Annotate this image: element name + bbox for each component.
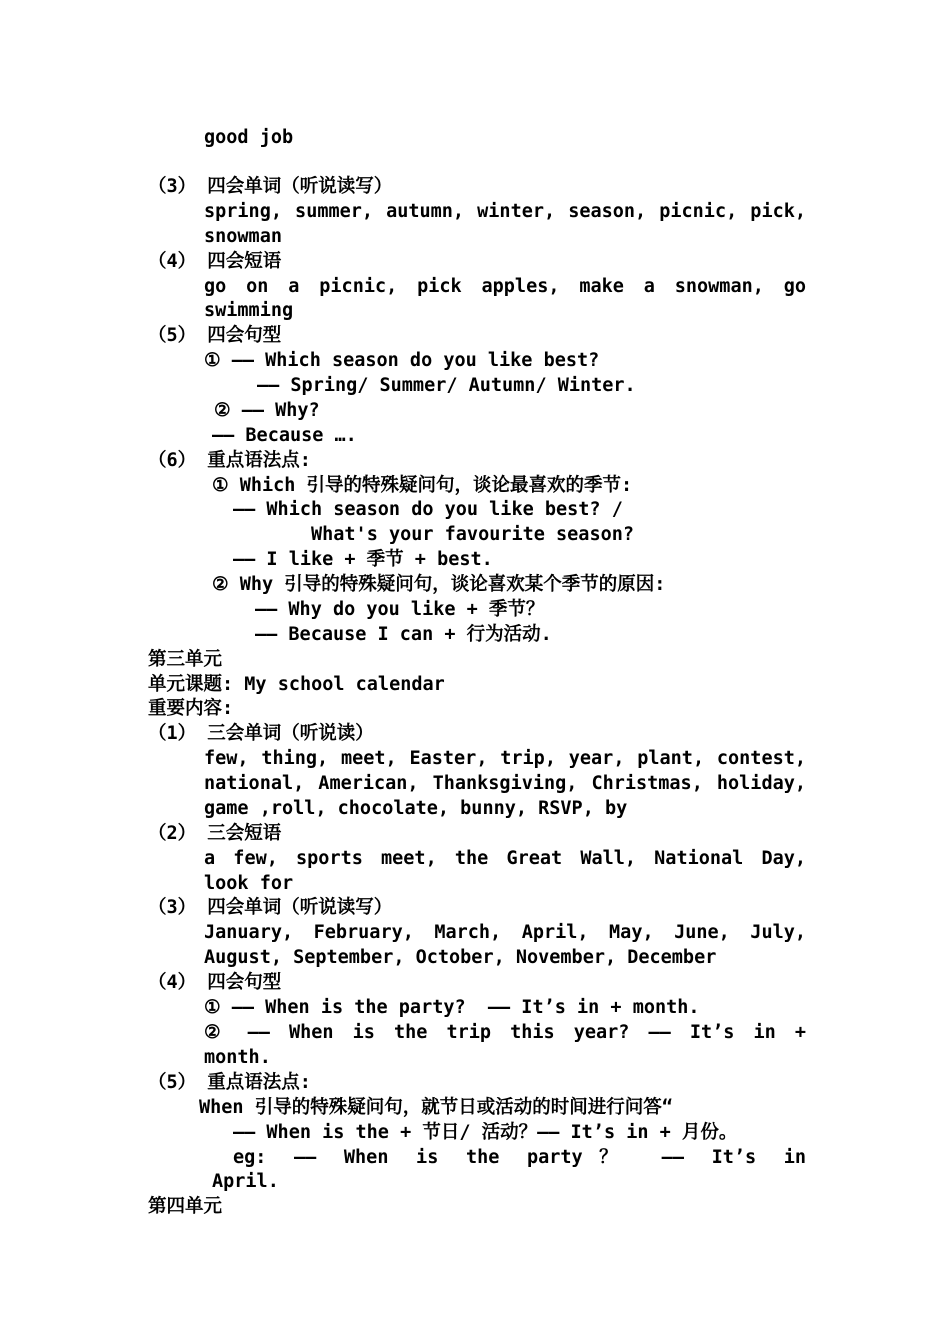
vocabulary-line: national, American, Thanksgiving, Christmas, holiday, [204,773,806,794]
section-heading: （1） 三会单词（听说读） [148,723,374,744]
vocabulary-line: January, February, March, April, May, June, July, [204,922,806,943]
sentence-line: —— Because …. [212,425,357,446]
section-heading: （4） 四会短语 [148,251,282,272]
example-line: April. [212,1171,279,1192]
unit-topic: 单元课题: My school calendar [148,674,445,695]
grammar-line: —— Which season do you like best? / [233,499,623,520]
unit-heading: 第四单元 [148,1196,223,1217]
vocabulary-line: August, September, October, November, December [204,947,717,968]
vocabulary-line: snowman [204,226,282,247]
grammar-line: —— When is the + 节日/ 活动？—— It’s in + 月份。 [233,1122,738,1143]
phrase-line: look for [204,873,294,894]
phrase-line: go on a picnic, pick apples, make a snowman, go [204,276,806,297]
sentence-line: month. [204,1047,271,1068]
section-heading: （4） 四会句型 [148,972,282,993]
sentence-line: —— Spring/ Summer/ Autumn/ Winter. [257,375,636,396]
vocabulary-line: game ,roll, chocolate, bunny, RSVP, by [204,798,628,819]
grammar-line: ② Why 引导的特殊疑问句，谈论喜欢某个季节的原因: [212,574,666,595]
grammar-line: ① Which 引导的特殊疑问句，谈论最喜欢的季节: [212,475,633,496]
grammar-line: —— Because I can + 行为活动. [255,624,552,645]
phrase-line: a few, sports meet, the Great Wall, National Day, [204,848,806,869]
sentence-line: ① —— When is the party? —— It’s in + month. [204,997,700,1018]
sentence-line: ② —— When is the trip this year? —— It’s in + [204,1022,806,1043]
example-line: eg: —— When is the party？ —— It’s in [233,1147,806,1168]
sentence-line: ② —— Why? [214,400,320,421]
sentence-line: ① —— Which season do you like best? [204,350,600,371]
phrase-line: swimming [204,300,294,321]
section-heading: （3） 四会单词（听说读写） [148,897,393,918]
section-heading: （3） 四会单词（听说读写） [148,176,393,197]
content-heading: 重要内容: [148,698,234,719]
grammar-line: —— Why do you like + 季节？ [255,599,545,620]
section-heading: （2） 三会短语 [148,823,282,844]
grammar-line: What's your favourite season? [311,524,635,545]
unit-heading: 第三单元 [148,649,223,670]
vocabulary-line: spring, summer, autumn, winter, season, picnic, pick, [204,201,806,222]
vocabulary-line: few, thing, meet, Easter, trip, year, plant, contest, [204,748,806,769]
grammar-line: When 引导的特殊疑问句，就节日或活动的时间进行问答“ [199,1097,673,1118]
text-line: good job [204,127,294,148]
section-heading: （5） 四会句型 [148,325,282,346]
section-heading: （6） 重点语法点: [148,450,311,471]
grammar-line: —— I like + 季节 + best. [233,549,493,570]
section-heading: （5） 重点语法点: [148,1072,311,1093]
